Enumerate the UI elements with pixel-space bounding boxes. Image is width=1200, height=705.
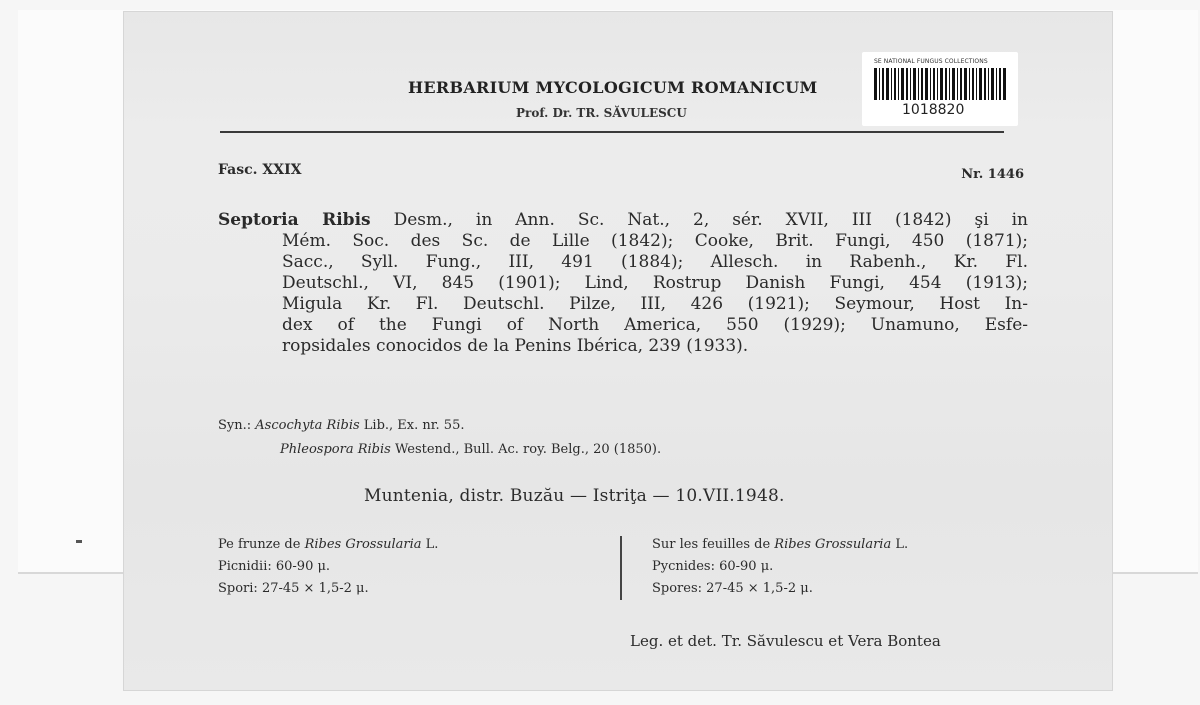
romanian-description	[218, 534, 438, 600]
citation-line: Migula Kr. Fl. Deutschl. Pilze, III, 426 (1921); Seymour, Host In-	[282, 294, 1028, 314]
host-name: Ribes Grossularia	[304, 537, 422, 552]
host-author: L.	[421, 537, 439, 552]
host-prefix: Sur les feuilles de	[652, 537, 775, 552]
barcode-icon	[874, 68, 1006, 100]
french-description	[652, 534, 908, 600]
pycnidia-size: Picnidii: 60-90 μ.	[218, 559, 331, 574]
synonym-label: Syn.:	[218, 418, 256, 433]
exsiccata-number: Nr. 1446	[961, 167, 1024, 182]
sheet-mark	[76, 540, 82, 543]
synonym-row	[218, 414, 661, 438]
column-divider	[620, 536, 622, 600]
herbarium-curator: Prof. Dr. TR. SĂVULESCU	[516, 106, 687, 120]
pycnidia-size: Pycnides: 60-90 μ.	[652, 559, 774, 574]
citation-text: Desm., in Ann. Sc. Nat., 2, sér. XVII, III (1842) şi in	[370, 210, 1028, 230]
species-name: Septoria Ribis	[218, 210, 371, 230]
host-prefix: Pe frunze de	[218, 537, 305, 552]
citation-line	[218, 210, 1028, 231]
synonyms	[218, 414, 661, 462]
barcode-label	[862, 52, 1018, 126]
header-rule	[220, 131, 1004, 133]
host-line	[652, 534, 908, 556]
spore-size: Spori: 27-45 × 1,5-2 μ.	[218, 581, 369, 596]
host-name: Ribes Grossularia	[774, 537, 892, 552]
synonym-name: Ascochyta Ribis	[255, 418, 360, 433]
fascicle: Fasc. XXIX	[218, 162, 302, 178]
citation-line: Deutschl., VI, 845 (1901); Lind, Rostrup Danish Fungi, 454 (1913);	[282, 273, 1028, 293]
species-citation	[218, 210, 1028, 357]
herbarium-label	[124, 12, 1112, 690]
spore-size: Spores: 27-45 × 1,5-2 μ.	[652, 581, 813, 596]
herbarium-title: HERBARIUM MYCOLOGICUM ROMANICUM	[408, 78, 818, 97]
barcode-caption: SE NATIONAL FUNGUS COLLECTIONS	[874, 58, 988, 65]
host-author: L.	[891, 537, 909, 552]
collector-credit: Leg. et det. Tr. Săvulescu et Vera Bontea	[630, 632, 941, 650]
citation-line: Sacc., Syll. Fung., III, 491 (1884); Allesch. in Rabenh., Kr. Fl.	[282, 252, 1028, 272]
citation-line: dex of the Fungi of North America, 550 (1929); Unamuno, Esfe-	[282, 315, 1028, 335]
synonym-ref: Westend., Bull. Ac. roy. Belg., 20 (1850).	[390, 442, 662, 457]
citation-line: Mém. Soc. des Sc. de Lille (1842); Cooke, Brit. Fungi, 450 (1871);	[282, 231, 1028, 251]
collection-locality: Muntenia, distr. Buzău — Istriţa — 10.VII.1948.	[364, 486, 785, 506]
host-line	[218, 534, 438, 556]
catalog-number: 1018820	[902, 102, 965, 118]
synonym-ref: Lib., Ex. nr. 55.	[359, 418, 465, 433]
synonym-name: Phleospora Ribis	[280, 442, 391, 457]
synonym-row	[218, 438, 661, 462]
citation-line: ropsidales conocidos de la Penins Ibérica, 239 (1933).	[282, 336, 749, 356]
